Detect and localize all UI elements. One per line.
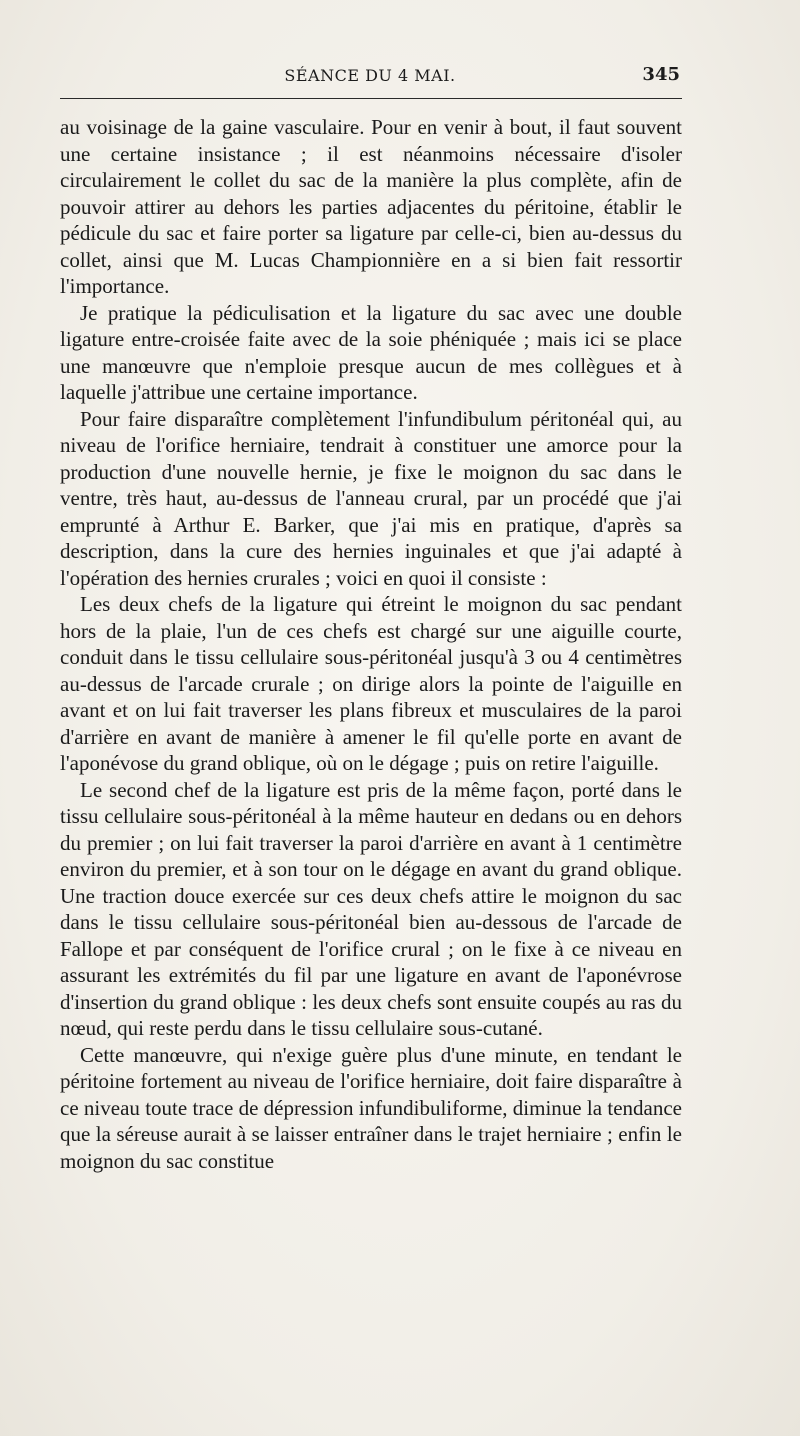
running-title: SÉANCE DU 4 MAI.: [284, 66, 456, 85]
page-header: [60, 62, 680, 92]
body-text: [60, 114, 682, 1174]
paragraph-6: Cette manœuvre, qui n'exige guère plus d'une minute, en tendant le péritoine fortement au niveau de l'orifice herniaire, doit faire disparaître à ce niveau toute trace de dépression infundibuliforme, diminue la tendance que la séreuse aurait à se laisser entraîner dans le trajet herniaire ; enfin le moignon du sac constitue: [60, 1042, 682, 1173]
header-rule: [60, 98, 682, 99]
paragraph-4: Les deux chefs de la ligature qui étreint le moignon du sac pendant hors de la plaie, l'un de ces chefs est chargé sur une aiguille courte, conduit dans le tissu cellulaire sous-péritonéal jusqu'à 3 ou 4 centimètres au-dessus de l'arcade crurale ; on dirige alors la pointe de l'aiguille en avant et on lui fait traverser les plans fibreux et musculaires de la paroi d'arrière en avant de manière à amener le fil qu'elle porte en avant de l'aponévose du grand oblique, où on le dégage ; puis on retire l'aiguille.: [60, 592, 682, 775]
paragraph-3: Pour faire disparaître complètement l'infundibulum péritonéal qui, au niveau de l'orifice herniaire, tendrait à constituer une amorce pour la production d'une nouvelle hernie, je fixe le moignon du sac dans le ventre, très haut, au-dessus de l'anneau crural, par un procédé que j'ai emprunté à Arthur E. Barker, que j'ai mis en pratique, d'après sa description, dans la cure des hernies inguinales et que j'ai adapté à l'opération des hernies crurales ; voici en quoi il consiste :: [60, 406, 682, 590]
page-number: 345: [642, 64, 680, 85]
paragraph-1: au voisinage de la gaine vasculaire. Pour en venir à bout, il faut souvent une certaine insistance ; il est néanmoins nécessaire d'isoler circulairement le collet du sac de la manière la plus complète, afin de pouvoir attirer au dehors les parties adjacentes du péritoine, établir le pédicule du sac et faire porter sa ligature par celle-ci, bien au-dessus du collet, ainsi que M. Lucas Championnière en a si bien fait ressortir l'importance.: [60, 115, 682, 298]
paragraph-5: Le second chef de la ligature est pris de la même façon, porté dans le tissu cellulaire sous-péritonéal à la même hauteur en dedans ou en dehors du premier ; on lui fait traverser la paroi d'arrière en avant à 1 centimètre environ du premier, et à son tour on le dégage en avant du grand oblique. Une traction douce exercée sur ces deux chefs attire le moignon du sac dans le tissu cellulaire sous-péritonéal bien au-dessous de l'arcade de Fallope et par conséquent de l'orifice crural ; on le fixe à ce niveau en assurant les extrémités du fil par une ligature en avant de l'aponévrose d'insertion du grand oblique : les deux chefs sont ensuite coupés au ras du nœud, qui reste perdu dans le tissu cellulaire sous-cutané.: [60, 777, 682, 1040]
paragraph-2: Je pratique la pédiculisation et la ligature du sac avec une double ligature entre-croisée faite avec de la soie phéniquée ; mais ici se place une manœuvre que n'emploie presque aucun de mes collègues et à laquelle j'attribue une certaine importance.: [60, 300, 682, 404]
